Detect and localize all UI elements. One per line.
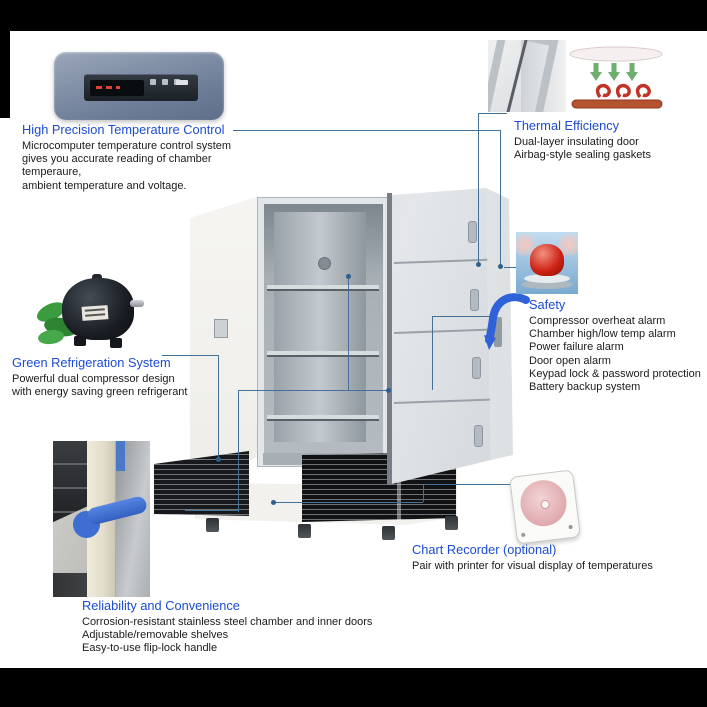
feature-title: High Precision Temperature Control (22, 122, 225, 137)
recorder-box (509, 469, 581, 544)
callout-line (276, 502, 423, 503)
top-letterbox-bar (0, 0, 707, 31)
freezer-fan-port (318, 257, 331, 270)
display-segment (106, 86, 112, 89)
callout-dot (216, 457, 221, 462)
feature-line: Airbag-style sealing gaskets (514, 149, 651, 162)
feature-safety (529, 297, 707, 394)
left-letterbox-strip (0, 31, 10, 118)
callout-dot (498, 264, 503, 269)
door-latch (470, 289, 479, 311)
feature-line: gives you accurate reading of chamber temperaure, (22, 153, 212, 179)
feature-line: Keypad lock & password protection (529, 367, 701, 380)
callout-dot (476, 262, 481, 267)
callout-line (238, 390, 239, 512)
recorder-screw (521, 533, 525, 537)
compressor-photo (36, 274, 142, 354)
callout-line (478, 113, 507, 114)
control-panel-display (90, 80, 144, 96)
feature-line: Power failure alarm (529, 341, 624, 354)
feature-line: with energy saving green refrigerant (12, 386, 188, 399)
feature-title: Chart Recorder (optional) (412, 542, 557, 557)
freezer-foot (206, 518, 219, 532)
panel-button (176, 80, 188, 85)
recorder-screw (568, 525, 572, 529)
feature-line: Microcomputer temperature control system (22, 140, 232, 152)
feature-line: Dual-layer insulating door (514, 136, 639, 148)
callout-line (500, 130, 501, 266)
callout-line (504, 267, 516, 268)
compressor-foot (74, 336, 86, 346)
leaf-icon (37, 328, 65, 345)
feature-line: Compressor overheat alarm (529, 315, 666, 327)
callout-line (348, 278, 349, 390)
temperature-control-panel-photo (54, 52, 224, 120)
feature-green-refrigeration (12, 355, 222, 399)
freezer-shelf (267, 415, 379, 421)
feature-reliability (82, 598, 412, 656)
compressor-label (82, 305, 109, 321)
callout-line (432, 316, 433, 390)
feature-high-precision (22, 122, 272, 193)
control-panel-strip (84, 74, 198, 101)
freezer-foot (298, 524, 311, 538)
feature-line: Battery backup system (529, 381, 641, 394)
feature-line: Corrosion-resistant stainless steel chamber and inner doors (82, 616, 373, 628)
callout-dot (346, 274, 351, 279)
feature-line: Adjustable/removable shelves (82, 629, 229, 642)
freezer-shelf (267, 351, 379, 357)
alarm-beacon-photo (516, 232, 578, 294)
red-curl-arrows-icon (598, 86, 650, 97)
feature-line: ambient temperature and voltage. (22, 179, 187, 192)
door-frame-photo (488, 40, 566, 112)
feature-line: Door open alarm (529, 354, 611, 367)
feature-title: Thermal Efficiency (514, 118, 620, 133)
freezer-shelf (267, 285, 379, 291)
feature-thermal-efficiency (514, 118, 704, 162)
panel-button-icon (150, 79, 156, 85)
feature-chart-recorder (412, 542, 702, 573)
photo-shelf-line (53, 463, 87, 465)
callout-line (423, 484, 513, 485)
panel-button-icon (162, 79, 168, 85)
flip-lock-handle-photo (53, 441, 150, 597)
freezer-foot (445, 516, 458, 530)
display-segment (96, 86, 102, 89)
alarm-dome (530, 244, 564, 276)
gasket-diagram (566, 44, 668, 110)
photo-shelf-line (53, 487, 87, 489)
callout-line (238, 390, 388, 391)
door-latch (468, 221, 477, 243)
feature-line: Pair with printer for visual display of temperatures (412, 560, 653, 572)
feature-line: Chamber high/low temp alarm (529, 328, 676, 341)
feature-line: Easy-to-use flip-lock handle (82, 642, 218, 655)
freezer-lock (214, 319, 228, 338)
freezer-back-wall (274, 212, 366, 442)
freezer-foot (382, 526, 395, 540)
compressor-foot (110, 338, 122, 348)
door-latch (472, 357, 481, 379)
door-latch (474, 425, 483, 447)
callout-line (185, 510, 238, 511)
blue-swoosh-arrow (482, 292, 530, 354)
green-arrows-icon (596, 63, 632, 72)
callout-line (233, 130, 500, 131)
display-segment (116, 86, 120, 89)
feature-title: Reliability and Convenience (82, 598, 240, 613)
callout-line (423, 484, 424, 502)
compressor-pipe (130, 300, 144, 307)
feature-title: Green Refrigeration System (12, 355, 171, 370)
freezer-hinge (387, 193, 392, 485)
bottom-letterbox-bar (0, 668, 707, 707)
blue-tape (116, 441, 125, 471)
feature-line: Powerful dual compressor design (12, 373, 175, 385)
feature-title: Safety (529, 297, 566, 312)
callout-line (478, 113, 479, 264)
chart-recorder-photo (511, 471, 581, 547)
callout-dot (386, 388, 391, 393)
